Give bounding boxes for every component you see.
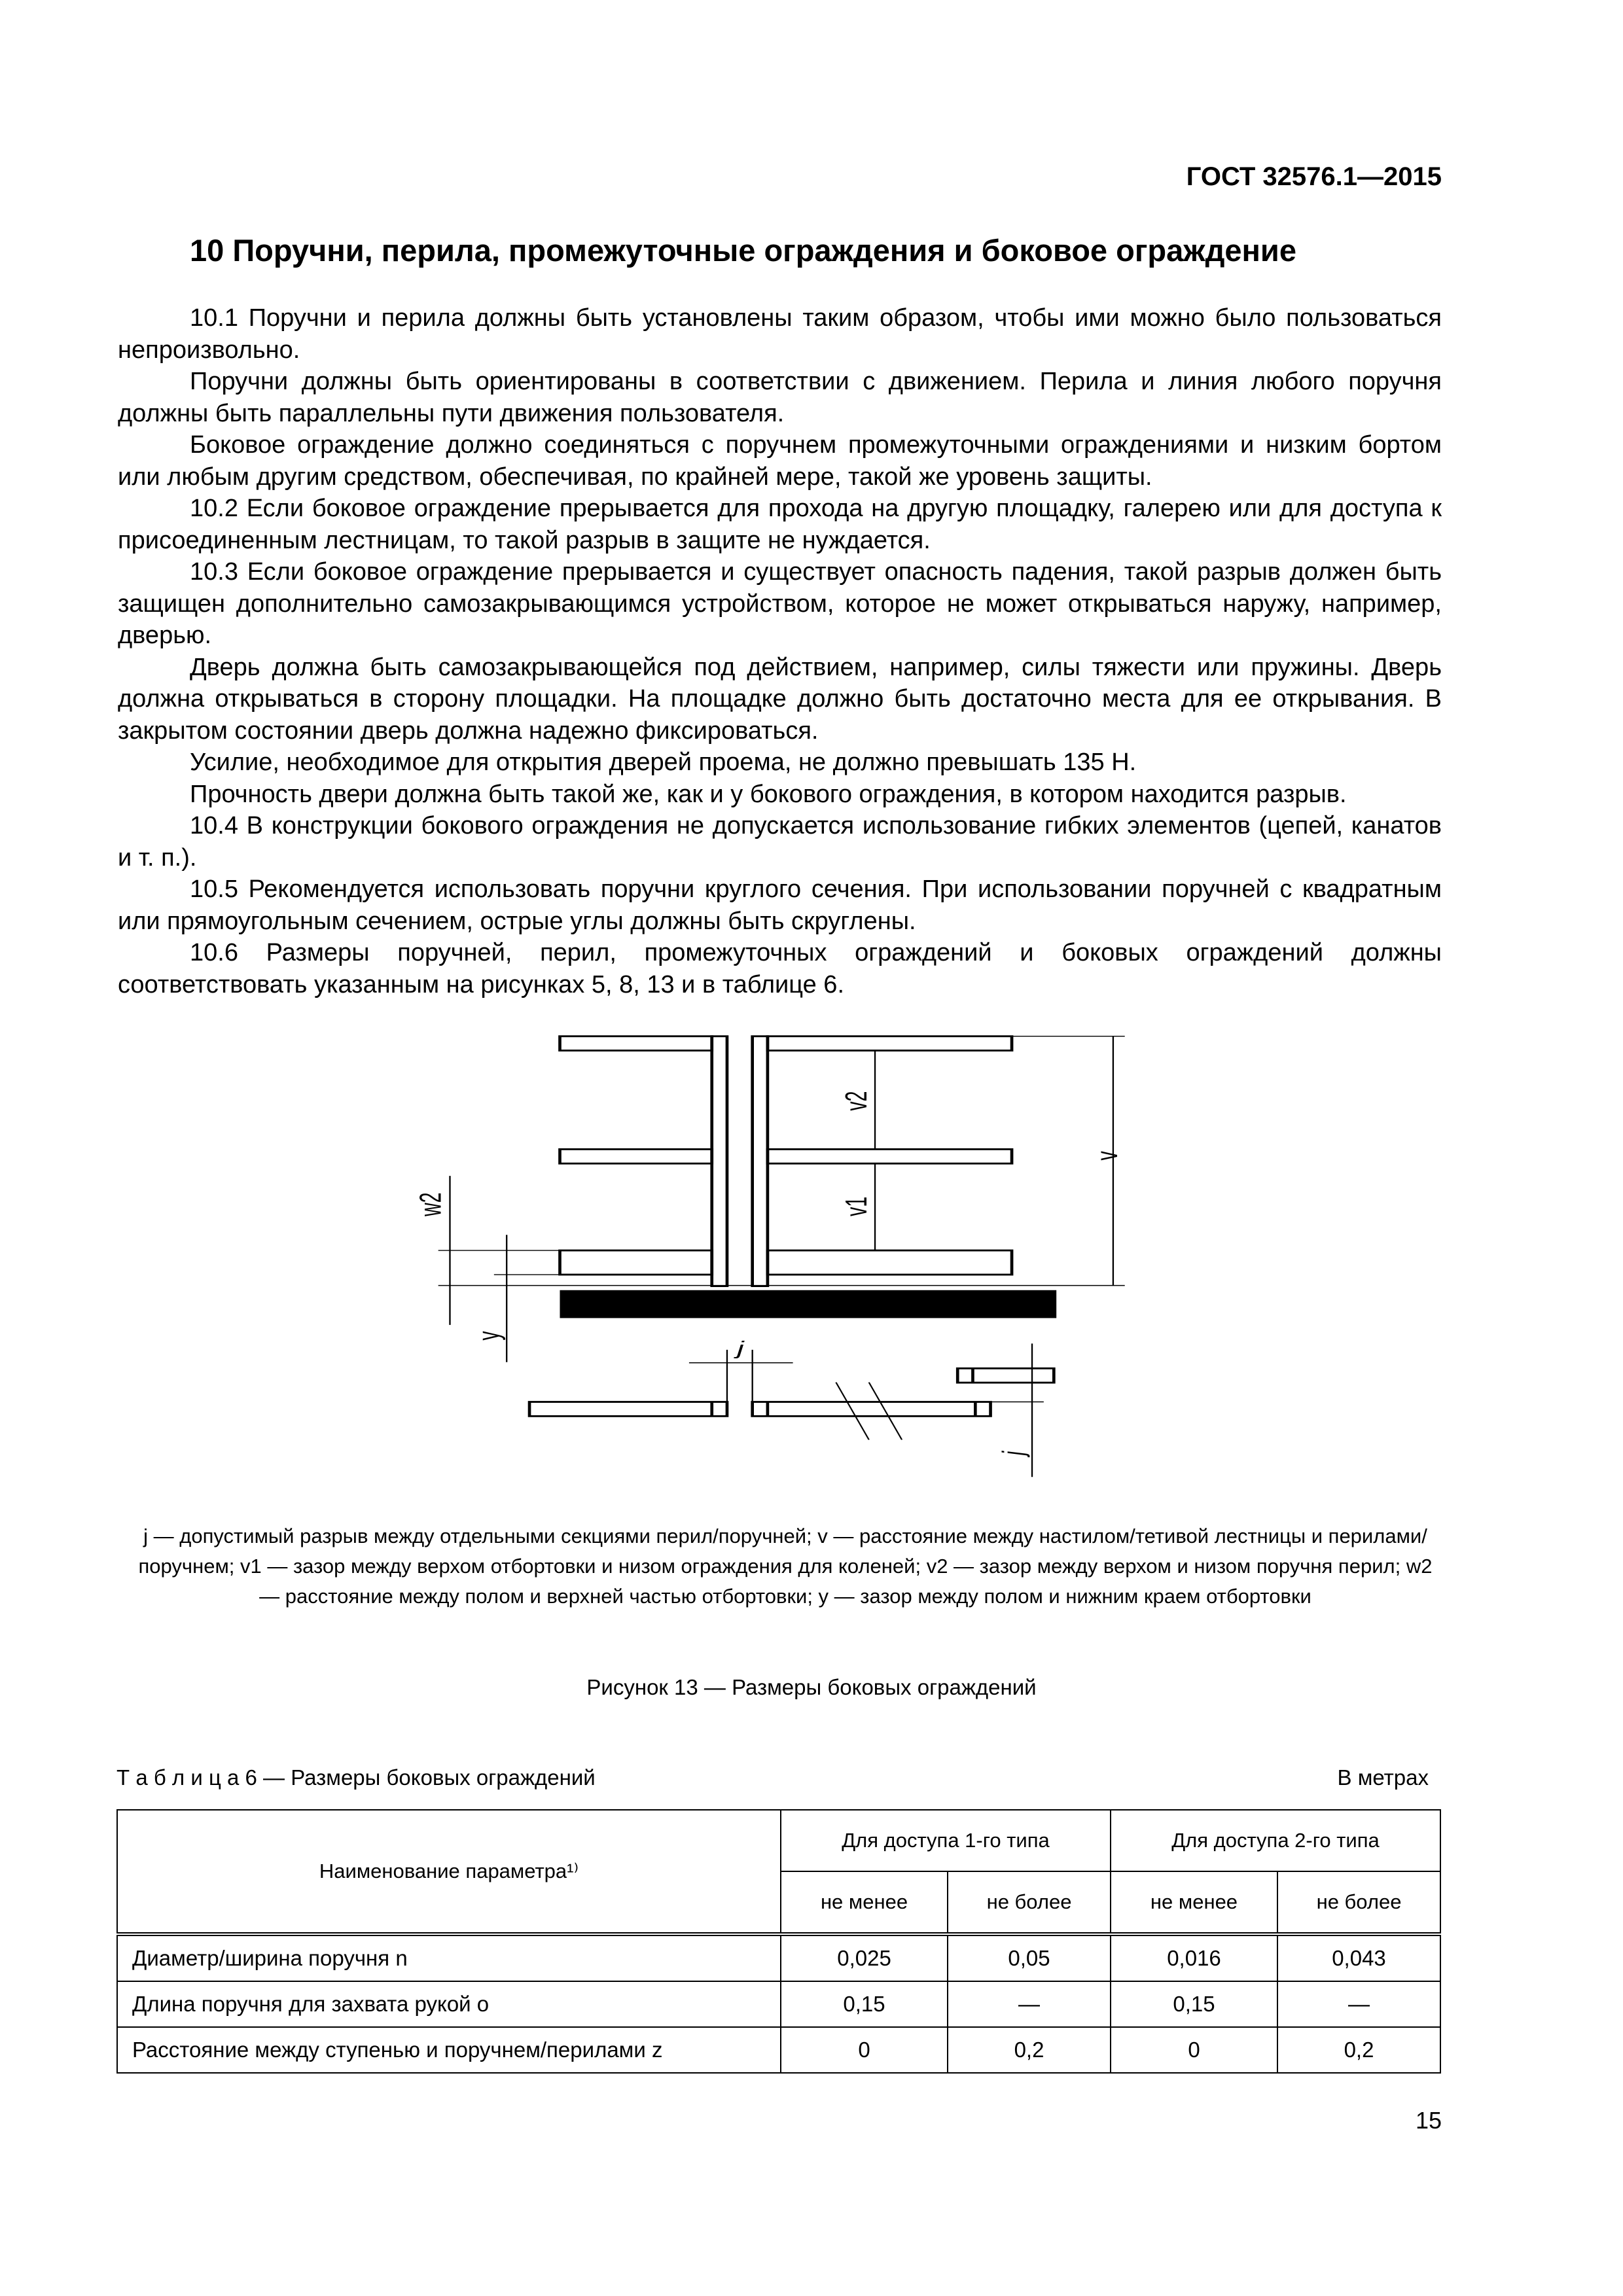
paragraph: Прочность двери должна быть такой же, как и у бокового ограждения, в котором находится разрыв. [190,780,1347,808]
paragraph: 10.5 Рекомендуется использовать поручни круглого сечения. При использовании поручней с квадратным или прямоугольным сечением, острые углы должны быть скруглены. [118,875,1442,935]
min-header: не менее [781,1871,948,1934]
page-number: 15 [1415,2107,1442,2134]
group2-header: Для доступа 2-го типа [1111,1810,1440,1871]
table-row: Расстояние между ступенью и поручнем/перилами z 0 0,2 0 0,2 [117,2027,1440,2073]
dimensions-table [116,1809,1441,2074]
min-header: не менее [1111,1871,1277,1934]
label-v2: v2 [839,1091,874,1111]
label-v1: v1 [839,1196,874,1216]
figure-title: Рисунок 13 — Размеры боковых ограждений [586,1675,1037,1699]
label-j-vertical: j [996,1451,1031,1456]
group1-header: Для доступа 1-го типа [781,1810,1111,1871]
label-v: v [1090,1151,1124,1161]
paragraph: Дверь должна быть самозакрывающейся под действием, например, силы тяжести или пружины. Дверь должна открываться в сторону площадки. На площадке должно быть достаточно места для ее открывания. В закрытом состоянии дверь должна надежно фиксироваться. [118,653,1442,745]
table-unit: В метрах [1337,1765,1429,1790]
paragraph: 10.4 В конструкции бокового ограждения не допускается использование гибких элементов (цепей, канатов и т. п.). [118,812,1442,872]
table-caption: Т а б л и ц а 6 — Размеры боковых ограждений [116,1765,596,1790]
section-title: 10 Поручни, перила, промежуточные ограждения и боковое ограждение [190,233,1296,268]
param-header: Наименование параметра¹⁾ [117,1810,781,1934]
label-j: j [737,1337,744,1359]
table-row: Длина поручня для захвата рукой o 0,15 — 0,15 — [117,1981,1440,2027]
table-row: Диаметр/ширина поручня n 0,025 0,05 0,016 0,043 [117,1934,1440,1981]
document-id: ГОСТ 32576.1—2015 [1186,162,1442,191]
paragraph: Усилие, необходимое для открытия дверей проема, не должно превышать 135 Н. [190,749,1137,776]
paragraph: 10.3 Если боковое ограждение прерывается и существует опасность падения, такой разрыв должен быть защищен дополнительно самозакрывающимся устройством, которое не может открываться наружу, например, дверью. [118,558,1442,649]
max-header: не более [1277,1871,1440,1934]
paragraph: Поручни должны быть ориентированы в соответствии с движением. Перила и линия любого поручня должны быть параллельны пути движения пользователя. [118,368,1442,427]
paragraph: 10.6 Размеры поручней, перил, промежуточных ограждений и боковых ограждений должны соответствовать указанным на рисунках 5, 8, 13 и в таблице 6. [118,939,1442,998]
paragraph: 10.2 Если боковое ограждение прерывается для прохода на другую площадку, галерею или для доступа к присоединенным лестницам, то такой разрыв в защите не нуждается. [118,495,1442,554]
label-y: y [472,1331,507,1341]
paragraph: 10.1 Поручни и перила должны быть установлены таким образом, чтобы ими можно было пользоваться непроизвольно. [118,304,1442,364]
figure-13-diagram [393,1021,1178,1505]
label-w2: w2 [414,1192,448,1216]
max-header: не более [948,1871,1111,1934]
paragraph: Боковое ограждение должно соединяться с поручнем промежуточными ограждениями и низким бортом или любым другим средством, обеспечивая, по крайней мере, такой же уровень защиты. [118,431,1442,491]
body-text [118,302,1442,1000]
figure-legend: j — допустимый разрыв между отдельными секциями перил/поручней; v — расстояние между настилом/тетивой лестницы и перилами/поручнем; v1 — зазор между верхом отбортовки и низом ограждения для коленей; v2 — зазор между верхом и низом поручня перил; w2 — расстояние между полом и верхней частью отбортовки; y — зазор между полом и нижним краем отбортовки [138,1525,1433,1608]
